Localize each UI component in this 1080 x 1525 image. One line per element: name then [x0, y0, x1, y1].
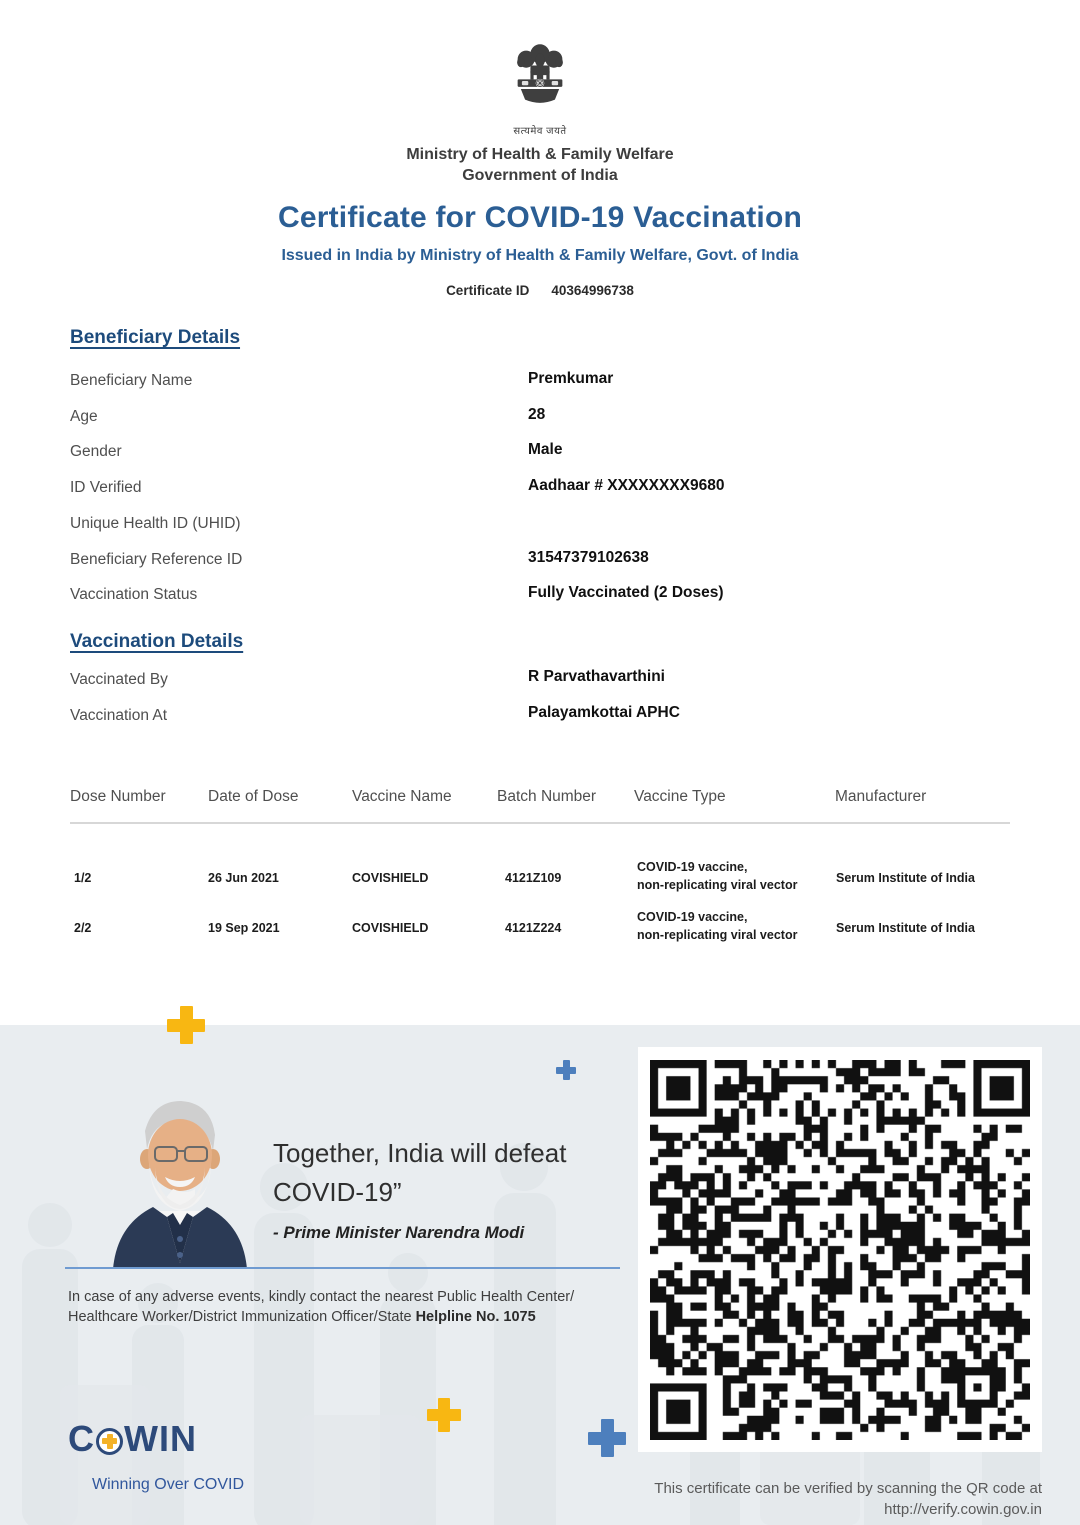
advisory-line2: Healthcare Worker/District Immunization Officer/State Helpline No. 1075 — [68, 1309, 536, 1325]
plus-icon — [588, 1419, 626, 1457]
dose1-vaccine-type: COVID-19 vaccine, non-replicating viral vector — [637, 860, 798, 892]
col-header-date-of-dose: Date of Dose — [208, 788, 299, 805]
col-header-dose-number: Dose Number — [70, 788, 166, 805]
field-label-beneficiary-name: Beneficiary Name — [70, 372, 193, 389]
ministry-line2: Government of India — [462, 167, 618, 184]
advisory-line1: In case of any adverse events, kindly contact the nearest Public Health Center/ — [68, 1289, 575, 1305]
field-value-id-verified: Aadhaar # XXXXXXXX9680 — [528, 477, 725, 494]
field-label-id-verified: ID Verified — [70, 479, 142, 496]
certificate-id-label: Certificate ID — [446, 283, 530, 298]
field-label-reference-id: Beneficiary Reference ID — [70, 551, 243, 568]
field-label-vaccinated-by: Vaccinated By — [70, 671, 168, 688]
dose2-manufacturer: Serum Institute of India — [836, 921, 975, 935]
field-label-uhid: Unique Health ID (UHID) — [70, 515, 241, 532]
field-value-reference-id: 31547379102638 — [528, 549, 649, 566]
dose1-number: 1/2 — [74, 871, 92, 885]
certificate-id — [0, 283, 1080, 298]
field-value-age: 28 — [528, 406, 546, 423]
dose1-manufacturer: Serum Institute of India — [836, 871, 975, 885]
col-header-vaccine-type: Vaccine Type — [634, 788, 726, 805]
dose1-batch-number: 4121Z109 — [505, 871, 562, 885]
emblem-motto: सत्यमेव जयते — [513, 126, 567, 137]
pm-quote-line1: Together, India will defeat — [273, 1138, 567, 1168]
banner-divider — [65, 1267, 620, 1269]
certificate-title: Certificate for COVID-19 Vaccination — [277, 201, 802, 234]
cowin-logo-right: WIN — [124, 1418, 197, 1459]
dose2-date: 19 Sep 2021 — [208, 921, 280, 935]
dose2-vaccine-type: COVID-19 vaccine, non-replicating viral vector — [637, 910, 798, 942]
table-header-divider — [70, 822, 1010, 824]
field-value-vaccination-at: Palayamkottai APHC — [528, 704, 680, 721]
field-label-vaccination-at: Vaccination At — [70, 707, 168, 724]
cowin-tagline: Winning Over COVID — [92, 1476, 245, 1493]
plus-icon — [427, 1398, 461, 1432]
pm-quote-line2: COVID-19” — [273, 1177, 402, 1207]
certificate-subtitle: Issued in India by Ministry of Health & Family Welfare, Govt. of India — [281, 247, 799, 264]
certificate-id-value: 40364996738 — [551, 283, 634, 298]
field-label-gender: Gender — [70, 443, 122, 460]
dose2-vaccine-name: COVISHIELD — [352, 921, 429, 935]
col-header-vaccine-name: Vaccine Name — [352, 788, 452, 805]
ministry-line1: Ministry of Health & Family Welfare — [406, 146, 674, 163]
col-header-batch-number: Batch Number — [497, 788, 597, 805]
col-header-manufacturer: Manufacturer — [835, 788, 927, 805]
beneficiary-details-heading: Beneficiary Details — [70, 327, 241, 348]
verify-note: This certificate can be verified by scanning the QR code at http://verify.cowin.gov.in — [654, 1480, 1042, 1518]
field-value-beneficiary-name: Premkumar — [528, 370, 614, 387]
field-label-age: Age — [70, 408, 98, 425]
plus-icon — [167, 1006, 205, 1044]
cowin-logo-left: C — [68, 1418, 95, 1459]
dose2-batch-number: 4121Z224 — [505, 921, 562, 935]
helpline-number: Helpline No. 1075 — [415, 1309, 536, 1325]
pm-portrait — [95, 1093, 263, 1269]
verify-url: http://verify.cowin.gov.in — [884, 1501, 1042, 1518]
dose2-number: 2/2 — [74, 921, 92, 935]
field-value-vaccinated-by: R Parvathavarthini — [528, 668, 665, 685]
field-value-gender: Male — [528, 441, 563, 458]
plus-icon — [556, 1060, 576, 1080]
cowin-plus-icon — [96, 1428, 123, 1455]
national-emblem-icon — [508, 40, 572, 122]
cowin-logo — [68, 1418, 197, 1460]
dose1-date: 26 Jun 2021 — [208, 871, 279, 885]
field-label-vaccination-status: Vaccination Status — [70, 586, 198, 603]
field-value-vaccination-status: Fully Vaccinated (2 Doses) — [528, 584, 724, 601]
qr-code — [638, 1047, 1042, 1452]
dose1-vaccine-name: COVISHIELD — [352, 871, 429, 885]
vaccination-details-heading: Vaccination Details — [70, 631, 244, 652]
pm-quote-attribution: - Prime Minister Narendra Modi — [273, 1223, 525, 1242]
